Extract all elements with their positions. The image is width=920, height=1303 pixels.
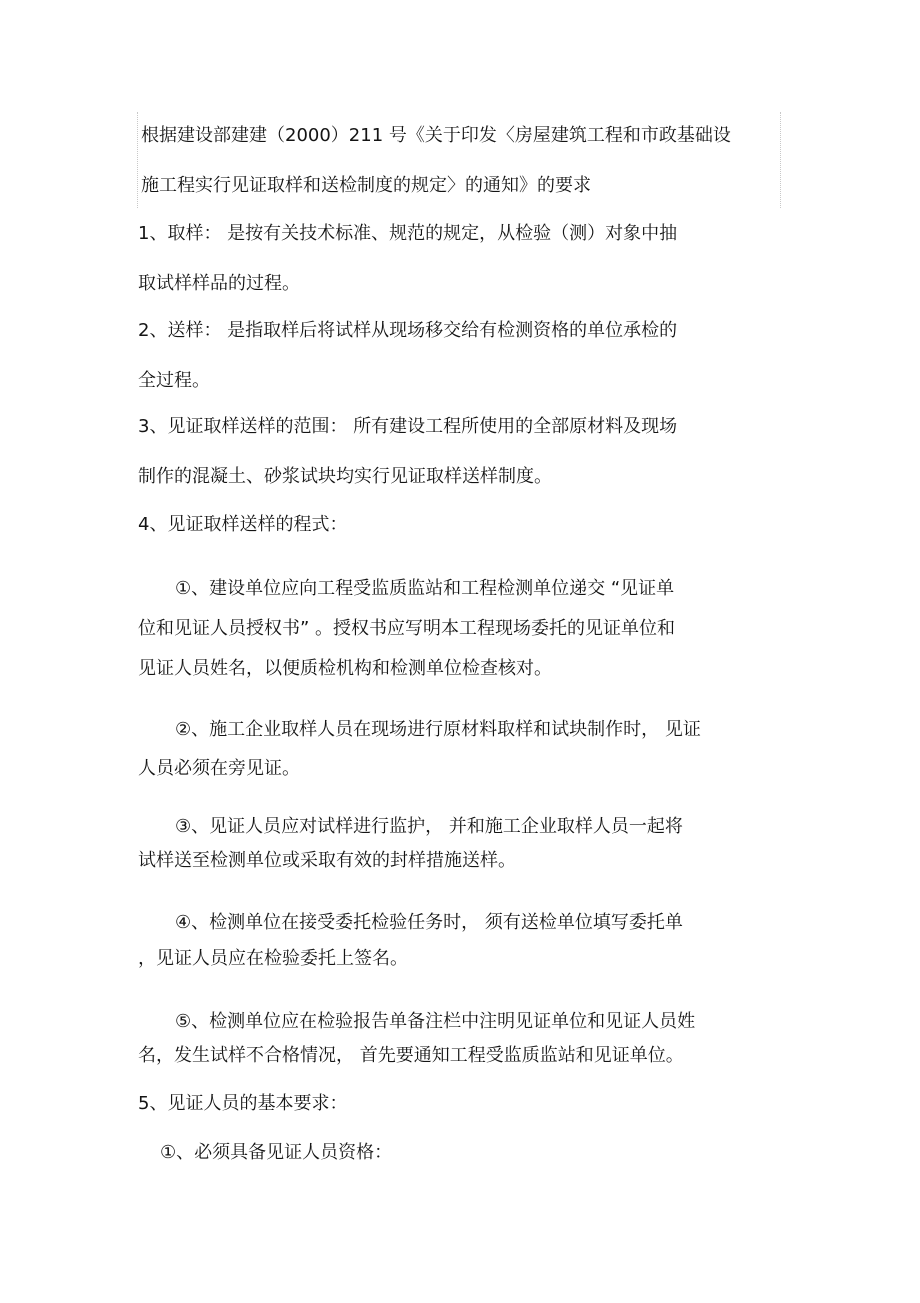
- procedure-item-1-line-3: 见证人员姓名，以便质检机构和检测单位检查核对。: [138, 658, 552, 679]
- section-2-line-2: 全过程。: [138, 370, 210, 391]
- procedure-item-5-line-1: ⑤、检测单位应在检验报告单备注栏中注明见证单位和见证人员姓: [175, 1011, 696, 1032]
- procedure-item-3-line-2: 试样送至检测单位或采取有效的封样措施送样。: [138, 850, 516, 871]
- procedure-item-4-line-1: ④、检测单位在接受委托检验任务时， 须有送检单位填写委托单: [175, 912, 683, 933]
- section-3-line-2: 制作的混凝土、砂浆试块均实行见证取样送样制度。: [138, 466, 552, 487]
- requirement-item-1: ①、必须具备见证人员资格：: [160, 1142, 393, 1163]
- procedure-item-4-line-2: ，见证人员应在检验委托上签名。: [138, 948, 408, 969]
- procedure-item-1-line-1: ①、建设单位应向工程受监质监站和工程检测单位递交 “见证单: [175, 578, 675, 599]
- intro-line-1: 根据建设部建建（2000）211 号《关于印发〈房屋建筑工程和市政基础设: [141, 125, 731, 146]
- section-1-line-1: 1、取样： 是按有关技术标准、规范的规定，从检验（测）对象中抽: [138, 223, 678, 244]
- procedure-item-5-line-2: 名，发生试样不合格情况， 首先要通知工程受监质监站和见证单位。: [138, 1045, 684, 1066]
- procedure-item-2-line-1: ②、施工企业取样人员在现场进行原材料取样和试块制作时， 见证: [175, 719, 701, 740]
- section-3-line-1: 3、见证取样送样的范围： 所有建设工程所使用的全部原材料及现场: [138, 416, 678, 437]
- section-1-line-2: 取试样样品的过程。: [138, 273, 300, 294]
- procedure-item-1-line-2: 位和见证人员授权书” 。授权书应写明本工程现场委托的见证单位和: [138, 618, 676, 639]
- section-4-heading: 4、见证取样送样的程式：: [138, 514, 348, 535]
- procedure-item-2-line-2: 人员必须在旁见证。: [138, 758, 300, 779]
- section-5-heading: 5、见证人员的基本要求：: [138, 1093, 348, 1114]
- intro-line-2: 施工程实行见证取样和送检制度的规定〉的通知》的要求: [141, 175, 591, 196]
- procedure-item-3-line-1: ③、见证人员应对试样进行监护， 并和施工企业取样人员一起将: [175, 816, 683, 837]
- section-2-line-1: 2、送样： 是指取样后将试样从现场移交给有检测资格的单位承检的: [138, 320, 678, 341]
